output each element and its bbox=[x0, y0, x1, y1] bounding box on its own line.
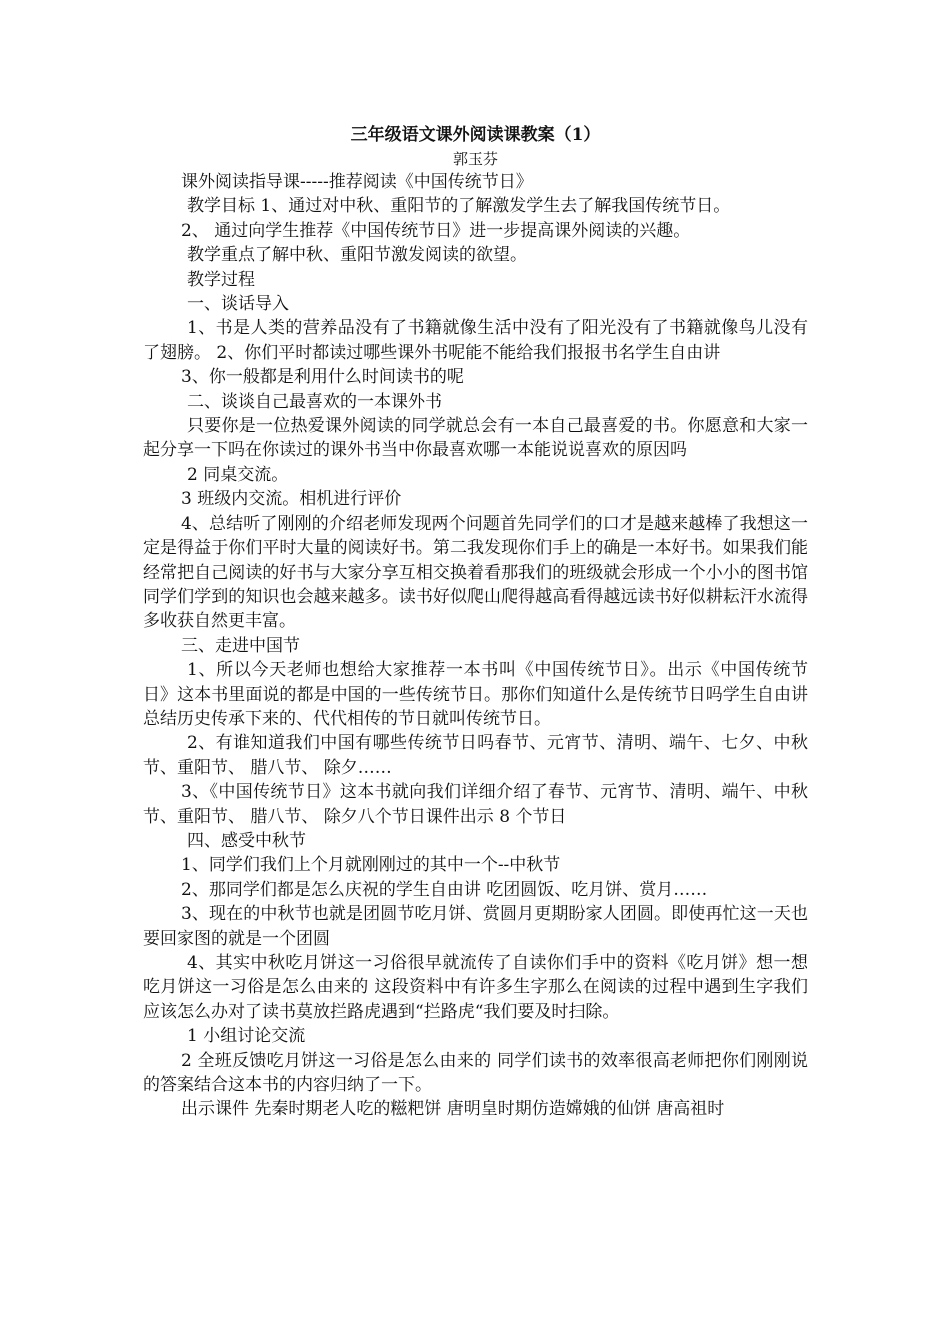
body-paragraph: 2 同桌交流。 bbox=[187, 464, 289, 485]
body-paragraph: 三、走进中国节 bbox=[181, 635, 300, 656]
body-paragraph: 1 小组讨论交流 bbox=[187, 1026, 306, 1047]
document-title: 三年级语文课外阅读课教案（1） bbox=[350, 125, 601, 145]
body-paragraph: 3、现在的中秋节也就是团圆节吃月饼、赏圆月更期盼家人团圆。即使再忙这一天也要回家图的就是一个团圆 bbox=[143, 904, 808, 949]
body-paragraph: 出示课件 先秦时期老人吃的糍粑饼 唐明皇时期仿造嫦娥的仙饼 唐高祖时 bbox=[181, 1099, 725, 1120]
body-paragraph: 四、感受中秋节 bbox=[187, 830, 306, 851]
body-paragraph: 2、有谁知道我们中国有哪些传统节日吗春节、元宵节、清明、端午、七夕、中秋节、重阳节、 腊八节、 除夕…… bbox=[143, 733, 808, 778]
body-paragraph: 1、同学们我们上个月就刚刚过的其中一个--中秋节 bbox=[181, 855, 561, 876]
body-paragraph: 一、谈话导入 bbox=[187, 294, 289, 315]
document-author: 郭玉芬 bbox=[452, 150, 498, 168]
body-paragraph: 教学目标 1、通过对中秋、重阳节的了解激发学生去了解我国传统节日。 bbox=[187, 196, 731, 217]
body-paragraph: 教学过程 bbox=[187, 269, 255, 290]
document-body bbox=[143, 170, 808, 1122]
body-paragraph: 二、谈谈自己最喜欢的一本课外书 bbox=[187, 391, 442, 412]
body-paragraph: 3、你一般都是利用什么时间读书的呢 bbox=[181, 367, 464, 388]
body-paragraph: 2 全班反馈吃月饼这一习俗是怎么由来的 同学们读书的效率很高老师把你们刚刚说的答案结合这本书的内容归纳了一下。 bbox=[143, 1050, 808, 1096]
body-paragraph: 1、所以今天老师也想给大家推荐一本书叫《中国传统节日》。出示《中国传统节日》这本书里面说的都是中国的一些传统节日。那你们知道什么是传统节日吗学生自由讲 总结历史传承下来的、代代相传的节日就叫传统节日。 bbox=[143, 660, 808, 729]
body-paragraph: 课外阅读指导课-----推荐阅读《中国传统节日》 bbox=[181, 172, 533, 192]
body-paragraph: 1、书是人类的营养品没有了书籍就像生活中没有了阳光没有了书籍就像鸟儿没有了翅膀。 2、你们平时都读过哪些课外书呢能不能给我们报报书名学生自由讲 bbox=[143, 318, 808, 363]
body-paragraph: 2、那同学们都是怎么庆祝的学生自由讲 吃团圆饭、吃月饼、赏月…… bbox=[181, 879, 708, 900]
body-paragraph: 4、其实中秋吃月饼这一习俗很早就流传了自读你们手中的资料《吃月饼》想一想吃月饼这一习俗是怎么由来的 这段资料中有许多生字那么在阅读的过程中遇到生字我们应该怎么办对了读书莫放拦路虎遇到“拦路虎“我们要及时扫除。 bbox=[143, 953, 808, 1022]
document-page bbox=[143, 122, 808, 1122]
body-paragraph: 只要你是一位热爱课外阅读的同学就总会有一本自己最喜爱的书。你愿意和大家一起分享一下吗在你读过的课外书当中你最喜欢哪一本能说说喜欢的原因吗 bbox=[143, 416, 808, 461]
body-paragraph: 教学重点了解中秋、重阳节激发阅读的欲望。 bbox=[187, 245, 527, 266]
body-paragraph: 3、《中国传统节日》这本书就向我们详细介绍了春节、元宵节、清明、端午、中秋节、重阳节、 腊八节、 除夕八个节日课件出示 8 个节日 bbox=[143, 782, 808, 827]
body-paragraph: 3 班级内交流。相机进行评价 bbox=[181, 489, 402, 510]
body-paragraph: 4、总结听了刚刚的介绍老师发现两个问题首先同学们的口才是越来越棒了我想这一定是得益于你们平时大量的阅读好书。第二我发现你们手上的确是一本好书。如果我们能经常把自己阅读的好书与大家分享互相交换着看那我们的班级就会形成一个小小的图书馆同学们学到的知识也会越来越多。读书好似爬山爬得越高看得越远读书好似耕耘汗水流得多收获自然更丰富。 bbox=[143, 513, 808, 632]
body-paragraph: 2、 通过向学生推荐《中国传统节日》进一步提高课外阅读的兴趣。 bbox=[181, 220, 691, 241]
